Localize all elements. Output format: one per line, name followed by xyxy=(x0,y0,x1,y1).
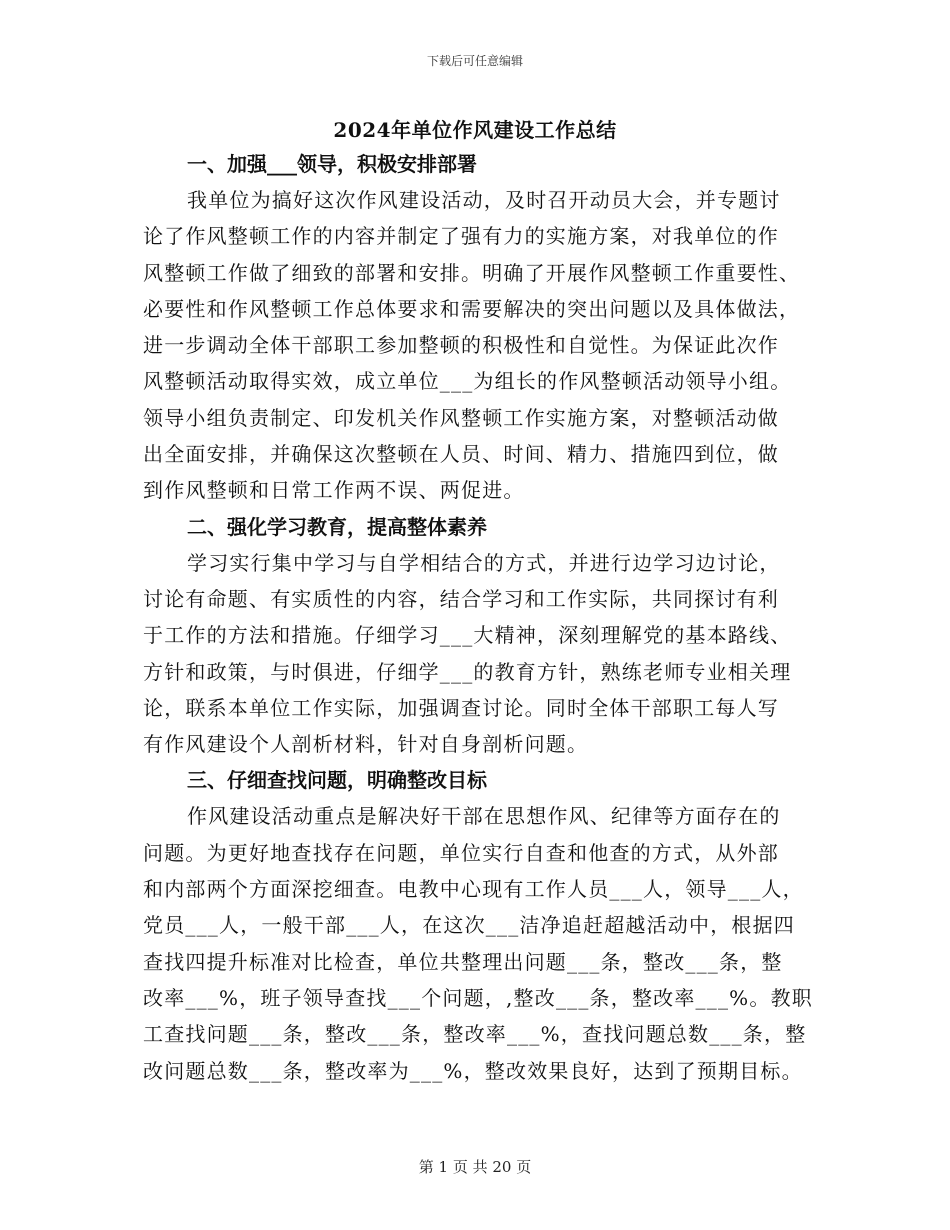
section-heading: 二、强化学习教育，提高整体素养 xyxy=(187,514,487,539)
paragraph-line: 问题。为更好地查找存在问题，单位实行自查和他查的方式，从外部 xyxy=(143,840,779,865)
section-paragraph xyxy=(143,182,807,509)
section-heading: 三、仔细查找问题，明确整改目标 xyxy=(187,768,487,793)
paragraph-line: 论，联系本单位工作实际，加强调查讨论。同时全体干部职工每人写 xyxy=(143,695,779,720)
paragraph-line: 作风建设活动重点是解决好干部在思想作风、纪律等方面存在的 xyxy=(187,804,781,829)
paragraph-line: 风整顿工作做了细致的部署和安排。明确了开展作风整顿工作重要性、 xyxy=(143,260,801,285)
section-paragraph xyxy=(143,798,813,1088)
paragraph-line: 进一步调动全体干部职工参加整顿的积极性和自觉性。为保证此次作 xyxy=(143,333,779,358)
paragraph-line: 于工作的方法和措施。仔细学习___大精神，深刻理解党的基本路线、 xyxy=(143,623,792,648)
header-note: 下载后可任意编辑 xyxy=(426,54,523,68)
section-paragraph xyxy=(143,545,807,763)
paragraph-line: 到作风整顿和日常工作两不误、两促进。 xyxy=(143,478,525,503)
paragraph-line: 查找四提升标准对比检查，单位共整理出问题___条，整改___条，整 xyxy=(143,949,783,974)
paragraph-line: 风整顿活动取得实效，成立单位___为组长的作风整顿活动领导小组。 xyxy=(143,369,792,394)
paragraph-line: 改问题总数___条，整改率为___%，整改效果良好，达到了预期目标。 xyxy=(143,1058,803,1083)
paragraph-line: 党员___人，一般干部___人，在这次___洁净追赶超越活动中，根据四 xyxy=(143,913,795,938)
paragraph-line: 讨论有命题、有实质性的内容，结合学习和工作实际，共同探讨有利 xyxy=(143,586,779,611)
paragraph-line: 论了作风整顿工作的内容并制定了强有力的实施方案，对我单位的作 xyxy=(143,224,779,249)
paragraph-line: 领导小组负责制定、印发机关作风整顿工作实施方案，对整顿活动做 xyxy=(143,405,779,430)
document-body xyxy=(143,146,813,1089)
paragraph-line: 工查找问题___条，整改___条，整改率___%，查找问题总数___条，整 xyxy=(143,1022,807,1047)
paragraph-line: 我单位为搞好这次作风建设活动，及时召开动员大会，并专题讨 xyxy=(187,188,781,212)
paragraph-line: 学习实行集中学习与自学相结合的方式，并进行边学习边讨论， xyxy=(187,550,781,575)
paragraph-line: 有作风建设个人剖析材料，针对自身剖析问题。 xyxy=(143,732,589,757)
paragraph-line: 出全面安排，并确保这次整顿在人员、时间、精力、措施四到位，做 xyxy=(143,442,779,467)
paragraph-line: 和内部两个方面深挖细查。电教中心现有工作人员___人，领导___人， xyxy=(143,877,804,902)
section-heading: 一、加强___领导，积极安排部署 xyxy=(187,152,477,176)
document-title: 2024年单位作风建设工作总结 xyxy=(333,118,617,142)
page-number: 第 1 页 共 20 页 xyxy=(418,1158,532,1176)
paragraph-line: 必要性和作风整顿工作总体要求和需要解决的突出问题以及具体做法， xyxy=(143,296,801,321)
paragraph-line: 方针和政策，与时俱进，仔细学___的教育方针，熟练老师专业相关理 xyxy=(143,659,792,684)
paragraph-line: 改率___%，班子领导查找___个问题，,整改___条，整改率___%。教职 xyxy=(143,985,813,1010)
